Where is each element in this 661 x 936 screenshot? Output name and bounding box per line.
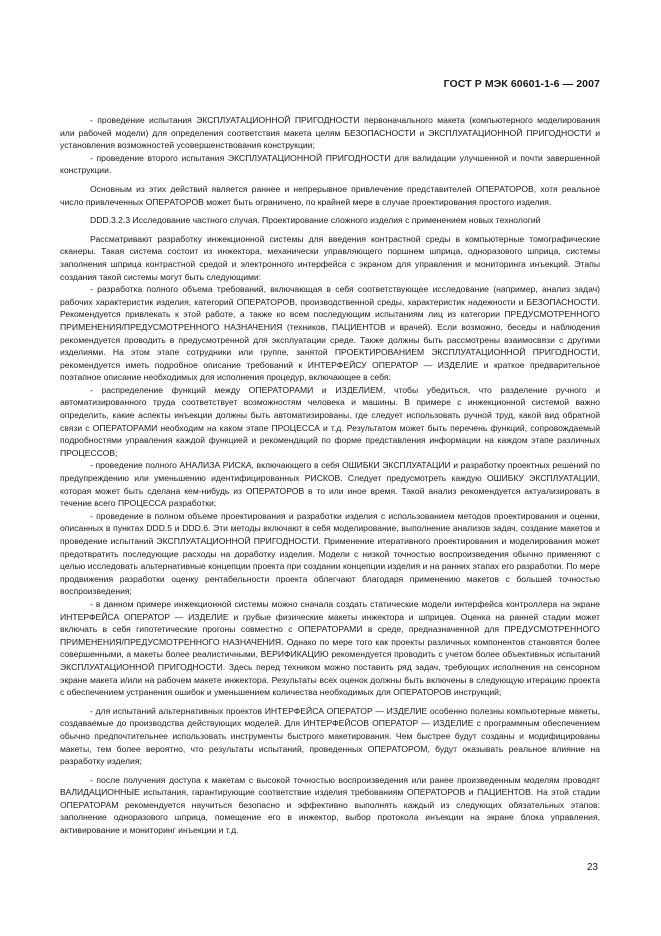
document-header: ГОСТ Р МЭК 60601-1-6 — 2007 [443, 78, 600, 90]
paragraph: - в данном примере инжекционной системы можно сначала создать статические модели интерфейса контроллера на экране ИНТЕРФЕЙСА ОПЕРАТОР — ИЗДЕЛИЕ и грубые физические макеты инжектора и шприцев. Оценка на ранней стадии может включать в себя гипотетические прогоны совместно с ОПЕРАТОРАМИ в среде, предназначенной для ПРЕДУСМОТРЕННОГО ПРИМЕНЕНИЯ/ПРЕДУСМОТРЕННОГО НАЗНАЧЕНИЯ. Однако по мере того как проекты различных компонентов становятся более совершенными, а макеты более реалистичными, ВЕРИФИКАЦИЮ рекомендуется проводить с учетом более объективных испытаний ЭКСПЛУАТАЦИОННОЙ ПРИГОДНОСТИ. Здесь перед техником можно поставить ряд задач, требующих исполнения на сенсорном экране макета и/или на рабочем макете инжектора. Результаты всех оценок должны быть включены в следующую итерацию проекта с обеспечением устранения ошибок и уменьшением количества необходимых для ОПЕРАТОРОВ инструкций; [60, 598, 600, 698]
paragraph: - проведение второго испытания ЭКСПЛУАТАЦИОННОЙ ПРИГОДНОСТИ для валидации улучшенной и почти завершенной конструкции. [60, 152, 600, 176]
section-heading: DDD.3.2.3 Исследование частного случая. Проектирование сложного изделия с применением новых технологий [90, 215, 541, 226]
paragraph: - разработка полного объема требований, включающая в себя соответствующее исследование (например, анализ задач) рабочих характеристик изделия, категорий ОПЕРАТОРОВ, производственной среды, характеристик надежности и БЕЗОПАСНОСТИ. Рекомендуется привлекать к этой работе, а также ко всем последующим испытаниям лиц из категории ПРЕДУСМОТРЕННОГО ПРИМЕНЕНИЯ/ПРЕДУСМОТРЕННОГО НАЗНАЧЕНИЯ (техников, ПАЦИЕНТОВ и врачей). Если возможно, беседы и наблюдения рекомендуется проводить в предусмотренной для эксплуатации среде. Также должны быть рассмотрены взаимосвязи с другими изделиями. На этом этапе сотрудники или группе, занятой ПРОЕКТИРОВАНИЕМ ЭКСПЛУАТАЦИОННОЙ ПРИГОДНОСТИ, рекомендуется иметь подробное описание требований к ИНТЕРФЕЙСУ ОПЕРАТОР — ИЗДЕЛИЕ и краткое предварительное поэтапное описание необходимых для исполнения процедур, включающее в себя: [60, 284, 600, 383]
paragraph: - проведение полного АНАЛИЗА РИСКА, включающего в себя ОШИБКИ ЭКСПЛУАТАЦИИ и разработку проектных решений по предупреждению или уменьшению идентифицированных РИСКОВ. Следует предусмотреть каждую ОШИБКУ ЭКСПЛУАТАЦИИ, которая может быть сделана кем-нибудь из ОПЕРАТОРОВ в то или иное время. Такой анализ рекомендуется актуализировать в течение всего ПРОЦЕССА разработки; [60, 460, 600, 509]
page-number: 23 [586, 862, 598, 873]
paragraph: - распределение функций между ОПЕРАТОРАМИ и ИЗДЕЛИЕМ, чтобы убедиться, что разделение ручного и автоматизированного труда соответствует возможностям человека и машины. В примере с инжекционной системой важно определить, какие аспекты инъекции должны быть автоматизированы, где следует использовать ручной труд, какой вид обратной связи с ОПЕРАТОРАМИ необходим на каком этапе ПРОЦЕССА и т.д. Результатом может быть перечень функций, сопровождаемый подробностями управления каждой функцией и рекомендаций по форме представления информации на каждом этапе различных ПРОЦЕССОВ; [60, 384, 600, 458]
paragraph: - для испытаний альтернативных проектов ИНТЕРФЕЙСА ОПЕРАТОР — ИЗДЕЛИЕ особенно полезны компьютерные макеты, создаваемые до производства действующих моделей. Для ИНТЕРФЕЙСОВ ОПЕРАТОР — ИЗДЕЛИЕ с программным обеспечением обычно предпочтительнее использовать инструменты быстрого макетирования. Чем быстрее будут созданы и модифицированы макеты, тем более вероятно, что результаты испытаний, проведенных ОПЕРАТОРОМ, будут оказывать реальное влияние на разработку изделия; [60, 705, 600, 767]
document-body [60, 114, 600, 837]
paragraph: - проведение испытания ЭКСПЛУАТАЦИОННОЙ ПРИГОДНОСТИ первоначального макета (компьютерного моделирования или рабочей модели) для определения соответствия макета целям БЕЗОПАСНОСТИ и ЭКСПЛУАТАЦИОННОЙ ПРИГОДНОСТИ и установления возможностей усовершенствования конструкции; [60, 115, 600, 151]
paragraph: - проведение в полном объеме проектирования и разработки изделия с использованием методов проектирования и оценки, описанных в пунктах DDD.5 и DDD.6. Эти методы включают в себя моделирование, выполнение анализов задач, создание макетов и проведение испытаний ЭКСПЛУАТАЦИОННОЙ ПРИГОДНОСТИ. Применение итеративного проектирования и моделирования может предотвратить последующие расходы на доработку изделия. Модели с низкой точностью воспроизведения обычно применяют с целью исследовать альтернативные концепции проекта при создании концепции изделия и на ранних этапах его разработки. По мере продвижения разработки оценку рентабельности проекта облегчают благодаря применению макетов с большей точностью воспроизведения; [60, 510, 600, 597]
paragraph: Основным из этих действий является раннее и непрерывное привлечение представителей ОПЕРАТОРОВ, хотя реальное число привлеченных ОПЕРАТОРОВ может быть ограничено, по крайней мере в случае проектирования простого изделия. [60, 183, 600, 207]
paragraph: Рассматривают разработку инжекционной системы для введения контрастной среды в компьютерные томографические сканеры. Такая система состоит из инжектора, механически управляющего поршнем шприца, одноразового шприца, системы заполнения шприца контрастной средой и электронного интерфейса с экраном для управления и мониторинга инъекций. Этапы создания такой системы могут быть следующими: [60, 233, 600, 282]
paragraph: - после получения доступа к макетам с высокой точностью воспроизведения или ранее произведенным моделям проводят ВАЛИДАЦИОННЫЕ испытания, гарантирующие соответствие изделия требованиям ОПЕРАТОРОВ и ПАЦИЕНТОВ. На этой стадии ОПЕРАТОРАМ рекомендуется научиться безопасно и эффективно выполнять каждый из следующих обязательных этапов: заполнение одноразового шприца, помещение его в инжектор, выбор протокола инъекции на экране блока управления, активирование и мониторинг инъекции и т.д. [60, 774, 600, 836]
